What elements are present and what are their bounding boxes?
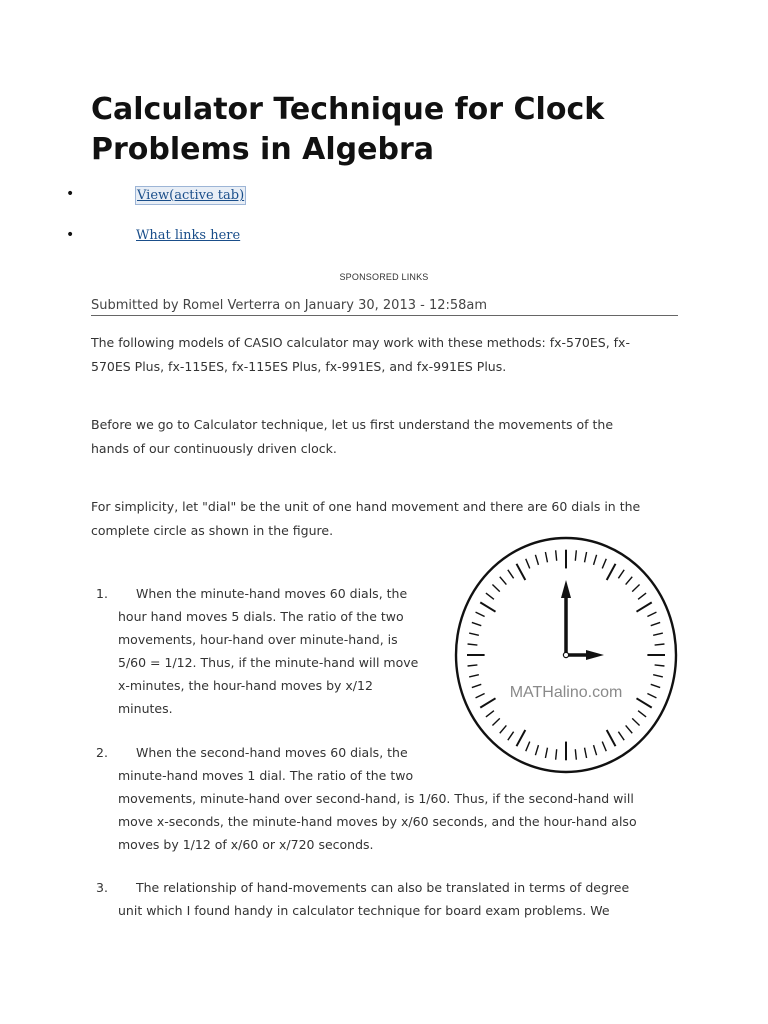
list-line: minutes.: [118, 701, 173, 716]
list-number: 3.: [96, 880, 108, 895]
list-line: unit which I found handy in calculator technique for board exam problems. We: [118, 903, 610, 918]
list-line: moves by 1/12 of x/60 or x/720 seconds.: [118, 837, 374, 852]
page-title: [91, 90, 691, 170]
list-line: movements, hour-hand over minute-hand, is: [118, 632, 398, 647]
tab-what-links-here: [0, 225, 768, 249]
mathalino-watermark: MATHalino.com: [509, 684, 623, 701]
paragraph-line: 570ES Plus, fx-115ES, fx-115ES Plus, fx-991ES, and fx-991ES Plus.: [91, 359, 507, 374]
bullet-icon: •: [66, 186, 75, 202]
list-line: x-minutes, the hour-hand moves by x/12: [118, 678, 373, 693]
paragraph-line: Before we go to Calculator technique, let us first understand the movements of the: [91, 417, 614, 432]
list-line: When the second-hand moves 60 dials, the: [136, 745, 408, 760]
view-active-tab-link[interactable]: View(active tab): [137, 188, 245, 203]
paragraph-line: The following models of CASIO calculator may work with these methods: fx-570ES, fx-: [91, 335, 630, 350]
list-body: [118, 582, 418, 720]
sponsored-links-label: SPONSORED LINKS: [339, 272, 429, 282]
list-line: movements, minute-hand over second-hand, is 1/60. Thus, if the second-hand will: [118, 791, 634, 806]
clock-center-pin: [563, 652, 568, 657]
clock-figure: [452, 534, 684, 774]
list-line: minute-hand moves 1 dial. The ratio of the two: [118, 768, 414, 783]
paragraph-line: hands of our continuously driven clock.: [91, 441, 337, 456]
tab-view: [0, 184, 768, 208]
list-body: [118, 876, 629, 922]
clock-movements-paragraph: [91, 413, 676, 461]
list-line: hour hand moves 5 dials. The ratio of the two: [118, 609, 404, 624]
list-line: move x-seconds, the minute-hand moves by x/60 seconds, and the hour-hand also: [118, 814, 637, 829]
page-title-line-1: Calculator Technique for Clock: [91, 92, 605, 127]
intro-paragraph: [91, 331, 676, 379]
paragraph-line: For simplicity, let "dial" be the unit of one hand movement and there are 60 dials in the: [91, 499, 641, 514]
bullet-icon: •: [66, 227, 75, 243]
submitted-byline: Submitted by Romel Verterra on January 30, 2013 - 12:58am: [91, 298, 678, 316]
what-links-here-link[interactable]: What links here: [136, 228, 241, 243]
list-number: 1.: [96, 586, 108, 601]
paragraph-line: complete circle as shown in the figure.: [91, 523, 334, 538]
list-line: 5/60 = 1/12. Thus, if the minute-hand will move: [118, 655, 419, 670]
list-number: 2.: [96, 745, 108, 760]
page-title-line-2: Problems in Algebra: [91, 132, 434, 167]
list-line: The relationship of hand-movements can also be translated in terms of degree: [136, 880, 630, 895]
list-line: When the minute-hand moves 60 dials, the: [136, 586, 408, 601]
